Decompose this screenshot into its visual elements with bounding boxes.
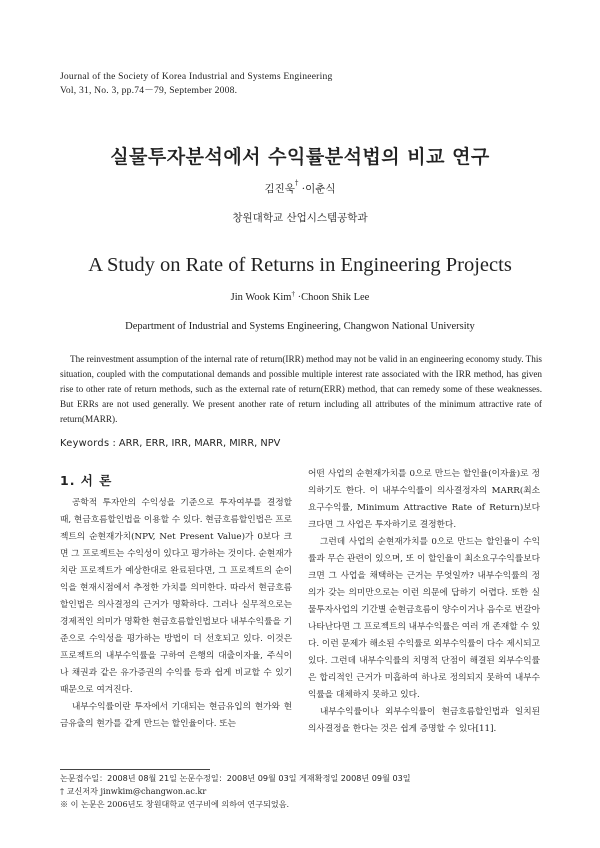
- paragraph: 내부수익률이란 투자에서 기대되는 현금유입의 현가와 현금유출의 현가를 같게 만드는 할인율이다. 또는: [60, 702, 292, 729]
- korean-title: 실물투자분석에서 수익률분석법의 비교 연구: [110, 146, 490, 168]
- left-column: [60, 495, 292, 733]
- author-separator: ·: [301, 183, 306, 195]
- korean-affiliation: 창원대학교 산업시스템공학과: [232, 212, 368, 224]
- english-affiliation: Department of Industrial and Systems Engineering, Changwon National University: [125, 321, 475, 332]
- keywords: [60, 438, 280, 449]
- corresponding-dagger: †: [291, 290, 295, 298]
- abstract: The reinvestment assumption of the internal rate of return(IRR) method may not be valid in an engineering economy study. This situation, coupled with the computational demands and possible multiple interest rate associated with the IRR method, has given rise to other rate of return methods, such as the external rate of return(ERR) method, that can remedy some of these weaknesses. But ERRs are not used generally. We present another rate of return including all attributes of the minimum attractive rate of return(MARR).: [60, 354, 542, 424]
- english-author-1: Jin Wook Kim: [230, 292, 292, 303]
- right-column: [308, 466, 540, 738]
- paragraph: 내부수익률이나 외부수익률이 현금흐름할인법과 일치된 의사결정을 한다는 것은 쉽게 증명할 수 있다[11].: [308, 707, 540, 734]
- english-authors: [0, 292, 600, 303]
- journal-volume: Vol, 31, No. 3, pp.74－79, September 2008.: [60, 85, 238, 96]
- footnote-divider: [60, 769, 210, 770]
- footnote-corresponding-author: † 교신저자 jinwkim@changwon.ac.kr: [60, 786, 207, 796]
- keywords-value: : ARR, ERR, IRR, MARR, MIRR, NPV: [112, 438, 281, 449]
- journal-citation: [60, 70, 332, 98]
- footnote-funding: ※ 이 논문은 2006년도 창원대학교 연구비에 의하여 연구되었음.: [60, 799, 290, 809]
- english-author-2: Choon Shik Lee: [301, 292, 370, 303]
- paragraph: 어떤 사업의 순현재가치를 0으로 만드는 할인율(이자율)로 정의하기도 한다. 이 내부수익률이 의사결정자의 MARR(최소요구수익률, Minimum Attractive Rate of Return)보다 크다면 그 사업은 투자하기로 결정한다.: [308, 469, 540, 530]
- paragraph: 그런데 사업의 순현재가치를 0으로 만드는 할인율이 수익률과 무슨 관련이 있으며, 또 이 할인율이 최소요구수익률보다 크면 그 사업을 채택하는 근거는 무엇일까? 내부수익률의 정의가 갖는 의미만으로는 이런 의문에 답하기 어렵다. 또한 실물투자사업의 기간별 순현금흐름이 양수이거나 음수로 번갈아 나타난다면 그 프로젝트의 내부수익률은 여러 개 존재할 수 있다. 이런 문제가 해소된 수익률로 외부수익률이 다수 제시되고 있다. 그런데 내부수익률의 치명적 단점이 해결된 외부수익률은 합리적인 근거가 미흡하여 하나로 정의되지 못하여 내부수익률을 대체하지 못하고 있다.: [308, 537, 541, 700]
- journal-name: Journal of the Society of Korea Industrial and Systems Engineering: [60, 71, 333, 82]
- corresponding-dagger: †: [294, 179, 299, 187]
- author-separator: ·: [297, 292, 302, 303]
- paragraph: 공학적 투자안의 수익성을 기준으로 투자여부를 결정할 때, 현금흐름할인법을 이용할 수 있다. 현금흐름할인법은 프로젝트의 순현재가치(NPV, Net Present Value)가 0보다 크면 그 프로젝트는 수익성이 있다고 평가하는 것이다. 순현재가치란 프로젝트가 예상한대로 완료된다면, 그 프로젝트의 순이익을 현재시점에서 추정한 가치를 의미한다. 따라서 현금흐름할인법은 의사결정의 근거가 명확하다. 그러나 실무적으로는 경제적인 의미가 명확한 현금흐름할인법보다 내부수익률을 기준으로 수익성을 평가하는 방법이 더 선호되고 있다. 이것은 프로젝트의 내부수익률을 구하여 은행의 대출이자율, 주식이나 채권과 같은 유가증권의 수익률 등과 쉽게 비교할 수 있기 때문으로 여겨진다.: [60, 498, 293, 695]
- korean-author-1: 김진욱: [264, 183, 295, 195]
- section-heading: 1. 서 론: [60, 473, 113, 488]
- korean-authors: [0, 181, 600, 196]
- english-title: A Study on Rate of Returns in Engineering Projects: [88, 254, 512, 276]
- footnote-dates: 논문접수일：2008년 08월 21일 논문수정일：2008년 09월 03일 게재확정일 2008년 09월 03일: [60, 773, 411, 783]
- keywords-label: Keywords: [60, 438, 110, 449]
- korean-author-2: 이춘식: [305, 183, 336, 195]
